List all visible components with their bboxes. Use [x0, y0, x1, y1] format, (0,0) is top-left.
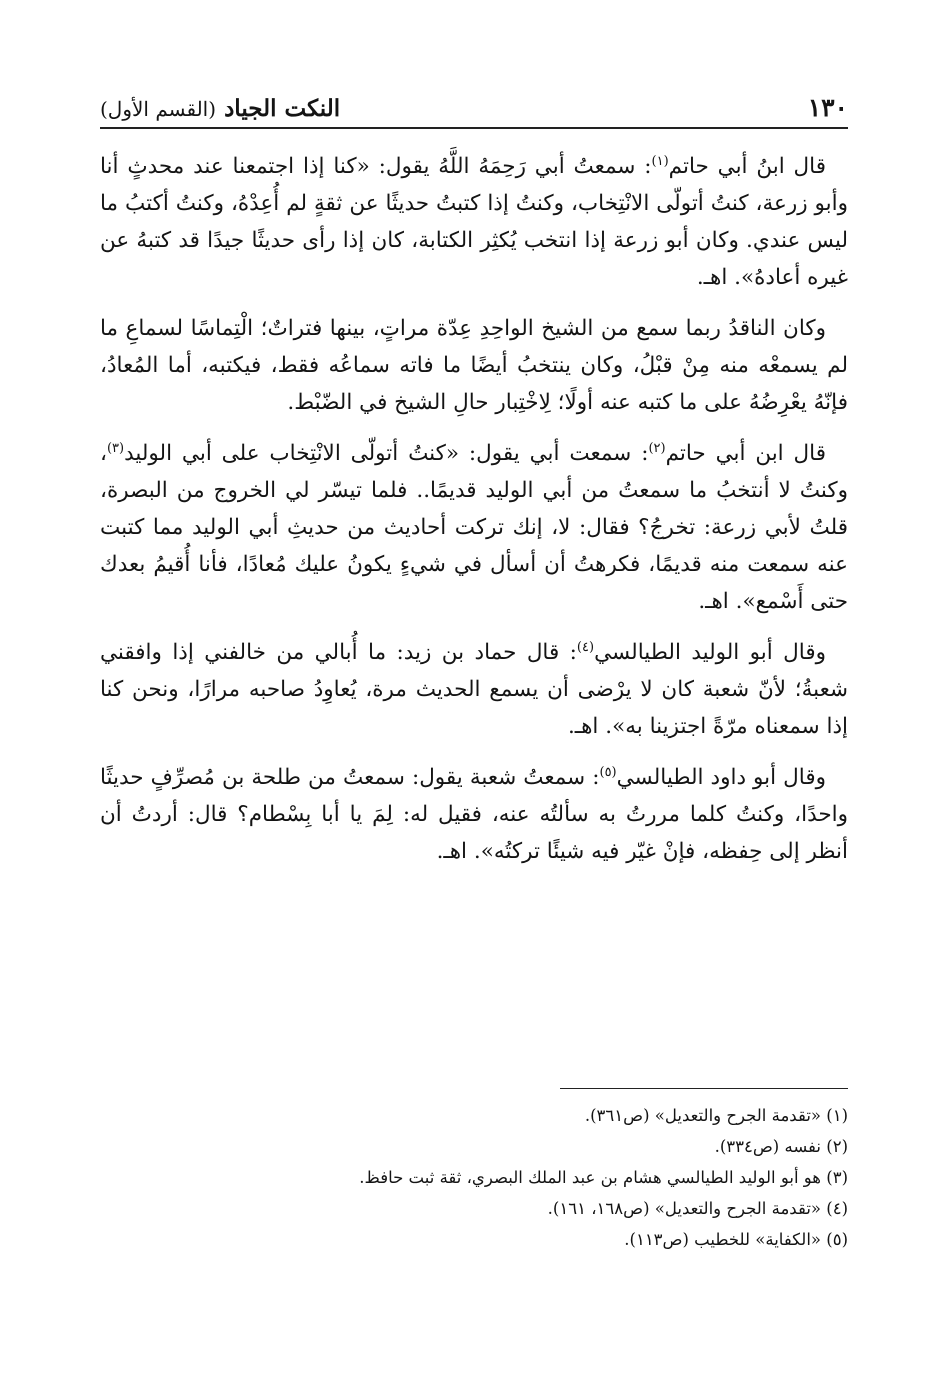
paragraph-lead: قال ابنُ أبي حاتم — [668, 154, 826, 179]
footnote-5: (٥) «الكفاية» للخطيب (ص١١٣). — [624, 1230, 848, 1249]
paragraph-lead: وقال أبو الوليد الطيالسي — [594, 640, 826, 665]
paragraph-3 — [100, 435, 848, 620]
paragraph-lead: وقال أبو داود الطيالسي — [616, 765, 826, 790]
paragraph-text: وكان الناقدُ ربما سمع من الشيخ الواحِدِ عِدّة مراتٍ، بينها فتراتٌ؛ الْتِماسًا لسماعِ ما لم يسمعْه منه مِنْ قبْلُ، وكان ينتخبُ أيضًا ما فاته سماعُه فقط، فيكتبه، أما المُعادُ، فإنّهُ يعْرِضُهُ على ما كتبه عنه أولًا؛ لِاخْتِبار حالِ الشيخ في الضّبْط. — [100, 316, 848, 415]
paragraph-2 — [100, 310, 848, 421]
footnote-3: (٣) هو أبو الوليد الطيالسي هشام بن عبد الملك البصري، ثقة ثبت حافظ. — [359, 1168, 848, 1187]
book-section: (القسم الأول) — [100, 97, 217, 121]
paragraph-text: : سمعتُ شعبة يقول: سمعتُ من طلحة بن مُصرِّفٍ حديثًا واحدًا، وكنتُ كلما مررتُ به سألتُه عنه، فقيل له: لِمَ يا أبا بِسْطام؟ قال: أردتُ أن أنظر إلى حِفظه، فإنْ غيّر فيه شيئًا تركتُه». اهـ. — [100, 765, 848, 864]
paragraph-text: ، وكنتُ لا أنتخبُ ما سمعتُ من أبي الوليد قديمًا.. فلما تيسّر لي الخروج من البصرة، قلتُ لأبي زرعة: تخرجُ؟ فقال: لا، إنك تركت أحاديث من حديثِ أبي الوليد مما كتبت عنه سمعت منه قديمًا، فكرهتُ أن أسأل في شيءٍ يكونُ عليك مُعادًا، فأنا أُقيمُ بعدك حتى أَسْمع». اهـ. — [100, 441, 848, 614]
footnote-ref: (٢) — [648, 440, 666, 456]
paragraph-lead: قال ابن أبي حاتم — [665, 441, 826, 466]
footnote-ref: (٥) — [599, 764, 617, 780]
paragraph-text: : سمعتُ أبي رَحِمَهُ اللَّهُ يقول: «كنا إذا اجتمعنا عند محدثٍ أنا وأبو زرعة، كنتُ أتولّى الانْتِخاب، وكنتُ إذا كتبتُ حديثًا عن ثقةٍ لم أُعِدْهُ، وكنتُ أكتبُ ما ليس عندي. وكان أبو زرعة إذا انتخب يُكثِر الكتابة، كان إذا رأى حديثًا جيدًا قد كتبهُ عن غيره أعادهُ». اهـ. — [100, 154, 848, 290]
paragraph-1 — [100, 148, 848, 296]
footnote-4: (٤) «تقدمة الجرح والتعديل» (ص١٦٨، ١٦١). — [547, 1199, 848, 1218]
running-title — [100, 95, 340, 122]
footnote-2: (٢) نفسه (ص٣٣٤). — [714, 1137, 848, 1156]
book-title: النكت الجياد — [224, 95, 341, 122]
footnotes — [100, 1100, 848, 1255]
page-header — [100, 78, 848, 122]
footnote-1: (١) «تقدمة الجرح والتعديل» (ص٣٦١). — [584, 1106, 848, 1125]
paragraph-5 — [100, 759, 848, 870]
page-number: ١٣٠ — [807, 93, 848, 122]
paragraph-4 — [100, 634, 848, 745]
header-divider — [100, 127, 848, 129]
footnote-ref: (١) — [651, 153, 669, 169]
main-text — [100, 148, 848, 884]
footnote-ref: (٣) — [106, 440, 125, 456]
paragraph-text: : سمعت أبي يقول: «كنتُ أتولّى الانْتِخاب على أبي الوليد — [124, 441, 649, 466]
footnote-ref: (٤) — [576, 639, 595, 655]
paragraph-text: : قال حماد بن زيد: ما أُبالي من خالفني إذا وافقني شعبةُ؛ لأنّ شعبة كان لا يرْضى أن يسمع الحديث مرة، يُعاوِدُ صاحبه مرارًا، ونحن كنا إذا سمعناه مرّةً اجتزينا به». اهـ. — [100, 640, 848, 739]
footnote-divider — [560, 1088, 848, 1089]
